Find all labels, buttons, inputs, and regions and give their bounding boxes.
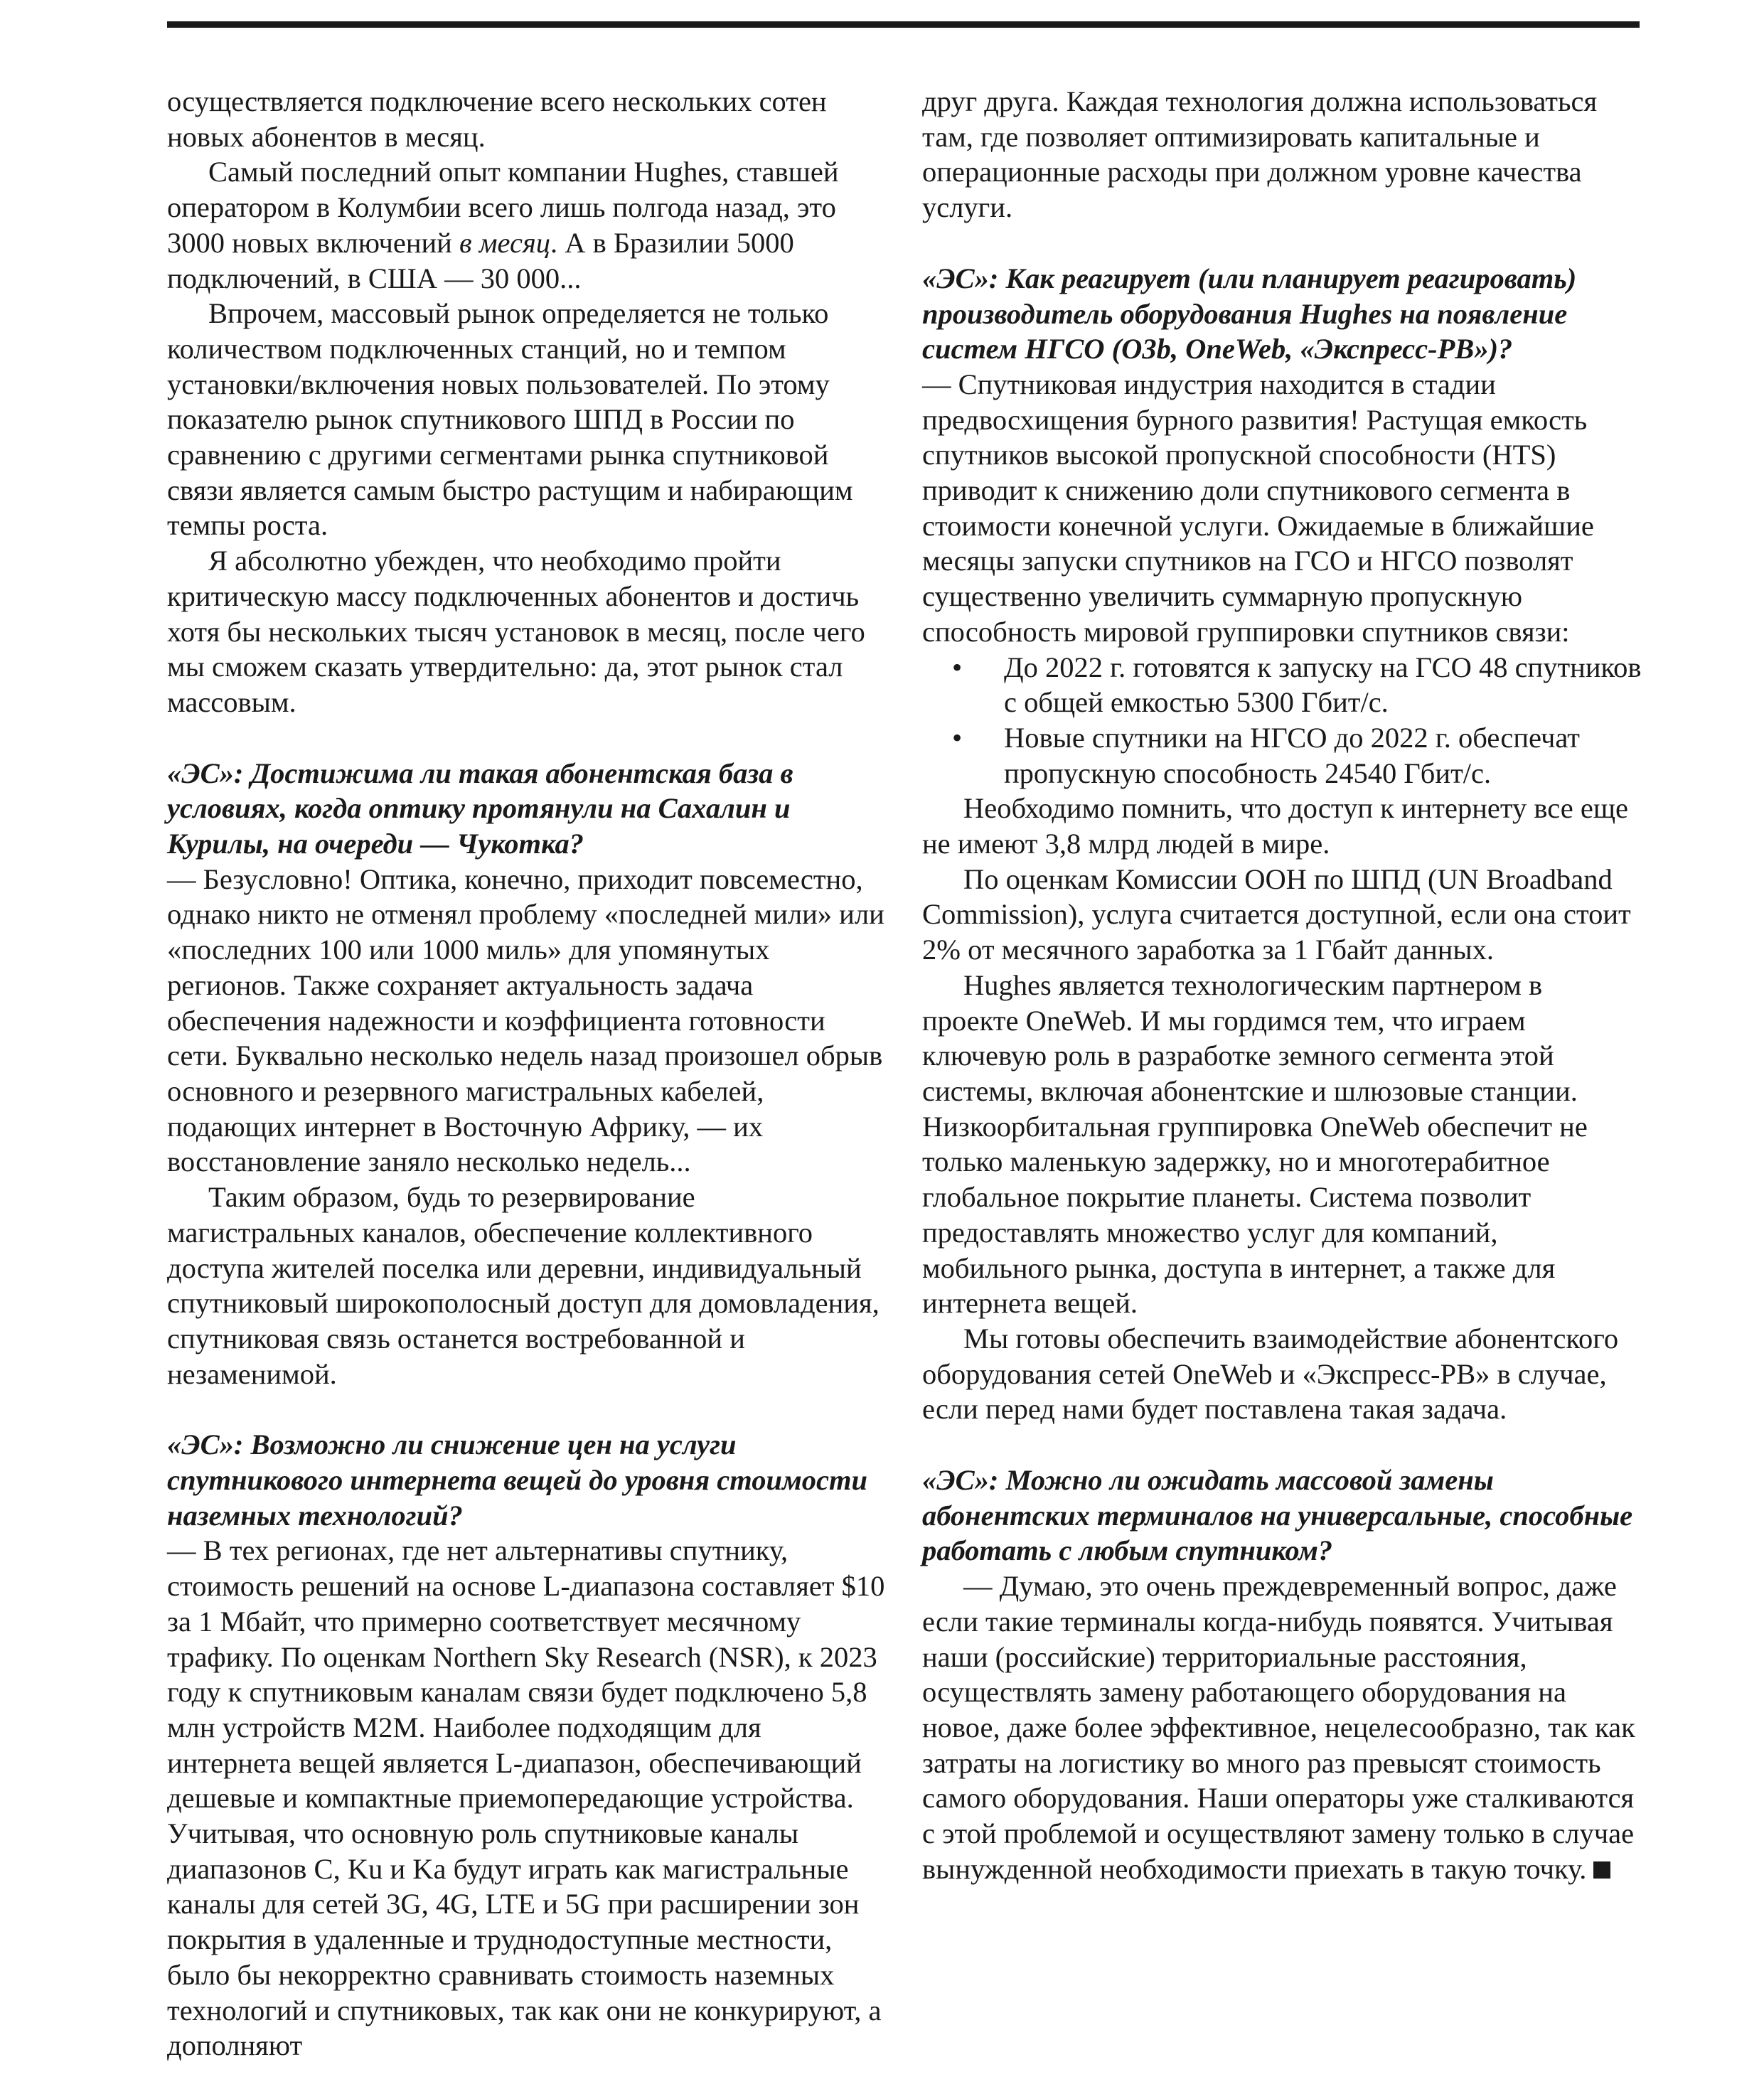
paragraph: Hughes является технологическим партнером в проекте OneWeb. И мы гордимся тем, что играем ключевую роль в разработке земного сегмента этой системы, включая абонентские и шлюзовые станции. Низкоорбитальная группировка OneWeb обеспечит не только маленькую задержку, но и многотерабитное глобальное покрытие планеты. Система позволит предоставлять множество услуг для компаний, мобильного рынка, доступа в интернет, а также для интернета вещей. bbox=[922, 968, 1588, 1320]
paragraph: Мы готовы обеспечить взаимодействие абонентского оборудования сетей OneWeb и «Экспресс-РВ» в случае, если перед нами будет поставлена такая задача. bbox=[922, 1322, 1619, 1426]
paragraph: Таким образом, будь то резервирование магистральных каналов, обеспечение коллективного доступа жителей поселка или деревни, индивидуальный спутниковый широкополосный доступ для домовладения, спутниковая связь останется востребованной и незаменимой. bbox=[167, 1181, 880, 1390]
emphasis: в месяц bbox=[459, 226, 551, 259]
paragraph: — Спутниковая индустрия находится в стадии предвосхищения бурного развития! Растущая емкость спутников высокой пропускной способности (HTS) приводит к снижению доли спутникового сегмента в стоимости конечной услуги. Ожидаемые в ближайшие месяцы запуски спутников на ГСО и НГСО позволят существенно увеличить суммарную пропускную способность мировой группировки спутников связи: bbox=[922, 368, 1594, 648]
paragraph: Необходимо помнить, что доступ к интернету все еще не имеют 3,8 млрд людей в мире. bbox=[922, 792, 1628, 860]
interview-question: «ЭС»: Можно ли ожидать массовой замены абонентских терминалов на универсальные, способные работать с любым спутником? bbox=[922, 1464, 1633, 1567]
top-rule bbox=[167, 21, 1640, 28]
paragraph: — Думаю, это очень преждевременный вопрос, даже если такие терминалы когда-нибудь появятся. Учитывая наши (российские) территориальные расстояния, осуществлять замену работающего оборудования на новое, даже более эффективное, нецелесообразно, так как затраты на логистику во много раз превысят стоимость самого оборудования. Наши операторы уже сталкиваются с этой проблемой и осуществляют замену только в случае вынужденной необходимости приехать в такую точку. bbox=[922, 1570, 1635, 1885]
paragraph: Самый последний опыт компании Hughes, ставшей оператором в Колумбии всего лишь полгода назад, это 3000 новых включений в месяц. А в Бразилии 5000 подключений, в США — 30 000... bbox=[167, 156, 839, 294]
interview-question: «ЭС»: Достижима ли такая абонентская база в условиях, когда оптику протянули на Сахалин и Курилы, на очереди — Чукотка? bbox=[167, 757, 793, 860]
interview-question: «ЭС»: Как реагирует (или планирует реагировать) производитель оборудования Hughes на появление систем НГСО (O3b, OneWeb, «Экспресс-РВ»)? bbox=[922, 262, 1577, 365]
paragraph: — Безусловно! Оптика, конечно, приходит повсеместно, однако никто не отменял проблему «последней мили» или «последних 100 или 1000 миль» для упомянутых регионов. Также сохраняет актуальность задача обеспечения надежности и коэффициента готовности сети. Буквально несколько недель назад произошел обрыв основного и резервного магистральных кабелей, подающих интернет в Восточную Африку, — их восстановление заняло несколько недель... bbox=[167, 862, 884, 1178]
bullet-list bbox=[922, 650, 1644, 791]
left-column bbox=[167, 84, 885, 2063]
paragraph: Я абсолютно убежден, что необходимо пройти критическую массу подключенных абонентов и достичь хотя бы нескольких тысяч установок в месяц, после чего мы сможем сказать утвердительно: да, этот рынок стал массовым. bbox=[167, 545, 865, 718]
paragraph: — В тех регионах, где нет альтернативы спутнику, стоимость решений на основе L-диапазона составляет $10 за 1 Мбайт, что примерно соответствует месячному трафику. По оценкам Northern Sky Research (NSR), к 2023 году к спутниковым каналам связи будет подключено 5,8 млн устройств M2M. Наиболее подходящим для интернета вещей является L-диапазон, обеспечивающий дешевые и компактные приемопередающие устройства. Учитывая, что основную роль спутниковые каналы диапазонов C, Ku и Ka будут играть как магистральные каналы для сетей 3G, 4G, LTE и 5G при расширении зон покрытия в удаленные и труднодоступные местности, было бы некорректно сравнивать стоимость наземных технологий и спутниковых, так как они не конкурируют, а дополняют bbox=[167, 1534, 885, 2062]
right-column bbox=[922, 84, 1644, 1886]
paragraph: осуществляется подключение всего нескольких сотен новых абонентов в месяц. bbox=[167, 85, 827, 153]
end-of-article-mark bbox=[1593, 1861, 1610, 1879]
interview-question: «ЭС»: Возможно ли снижение цен на услуги спутникового интернета вещей до уровня стоимости наземных технологий? bbox=[167, 1428, 867, 1532]
paragraph: Впрочем, массовый рынок определяется не только количеством подключенных станций, но и темпом установки/включения новых пользователей. По этому показателю рынок спутникового ШПД в России по сравнению с другими сегментами рынка спутниковой связи является самым быстро растущим и набирающим темпы роста. bbox=[167, 297, 853, 542]
list-item: • Новые спутники на НГСО до 2022 г. обеспечат пропускную способность 24540 Гбит/с. bbox=[922, 720, 1644, 791]
list-item: • До 2022 г. готовятся к запуску на ГСО 48 спутников с общей емкостью 5300 Гбит/с. bbox=[922, 650, 1644, 720]
paragraph: По оценкам Комиссии ООН по ШПД (UN Broadband Commission), услуга считается доступной, если она стоит 2% от месячного заработка за 1 Гбайт данных. bbox=[922, 862, 1631, 966]
paragraph: друг друга. Каждая технология должна использоваться там, где позволяет оптимизировать капитальные и операционные расходы при должном уровне качества услуги. bbox=[922, 85, 1598, 224]
